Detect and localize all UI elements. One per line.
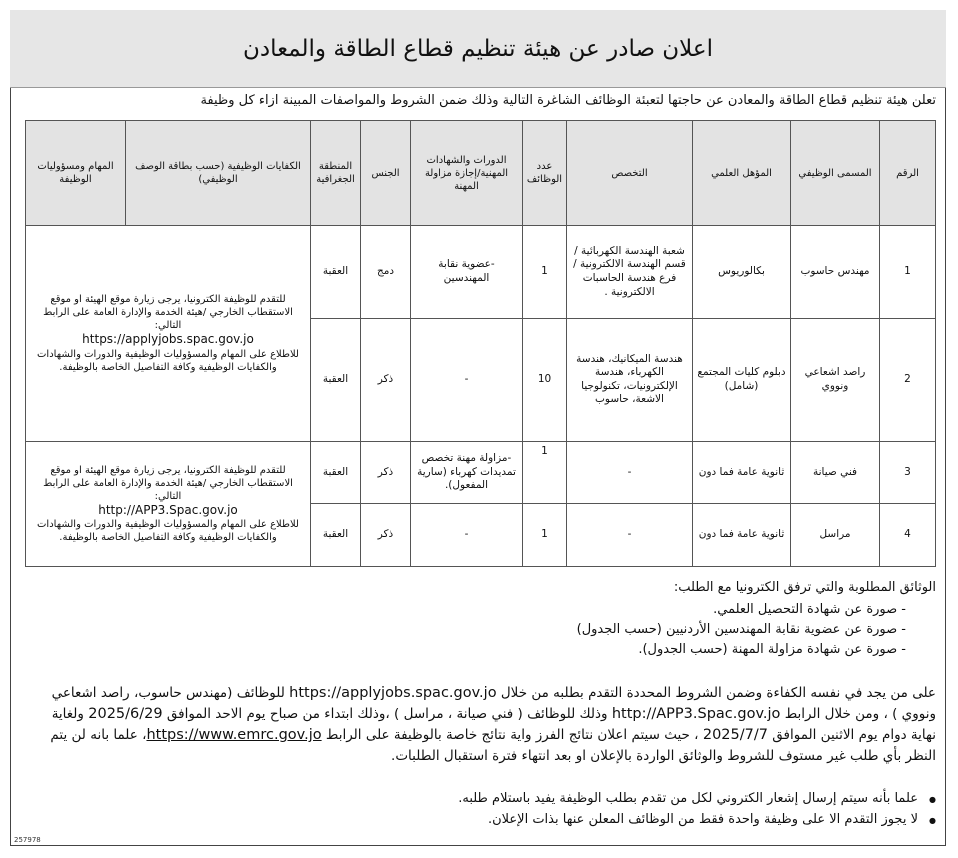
cell-gender: دمج (361, 226, 411, 319)
header-region: المنطقة الجغرافية (311, 121, 361, 226)
cell-courses: - (411, 504, 523, 567)
cell-qual: بكالوريوس (693, 226, 791, 319)
cell-title: مراسل (791, 504, 880, 567)
cell-courses: - (411, 318, 523, 441)
para-text-4: ولغاية نهاية دوام يوم الاثنين الموافق (51, 706, 936, 743)
header-title: المسمى الوظيفي (791, 121, 880, 226)
table-header-row (26, 121, 936, 226)
apply-info-cell (26, 226, 311, 442)
para-text-2: للوظائف (مهندس حاسوب، راصد اشعاعي ونووي ) ، ومن خلال الرابط (51, 685, 936, 722)
application-paragraph (24, 683, 936, 767)
cell-title: مهندس حاسوب (791, 226, 880, 319)
cell-num: 2 (880, 318, 936, 441)
apply-info-cell (26, 441, 311, 566)
apply-link-spac[interactable]: https://applyjobs.spac.gov.jo (82, 332, 254, 347)
documents-heading: الوثائق المطلوبة والتي ترفق الكترونيا مع الطلب: (673, 580, 936, 595)
cell-count: 10 (523, 318, 567, 441)
cell-count: 1 (523, 226, 567, 319)
list-item: - صورة عن شهادة التحصيل العلمي. (26, 600, 906, 620)
cell-qual: ثانوية عامة فما دون (693, 441, 791, 504)
apply-info-details: للاطلاع على المهام والمسؤوليات الوظيفية والدورات والشهادات والكفايات الوظيفية وكافة التفاصيل الخاصة بالوظيفة. (37, 348, 299, 373)
cell-num: 4 (880, 504, 936, 567)
cell-num: 1 (880, 226, 936, 319)
intro-text: تعلن هيئة تنظيم قطاع الطاقة والمعادن عن حاجتها لتعبئة الوظائف الشاغرة التالية وذلك ضمن الشروط والمواصفات المبينة ازاء كل وظيفة (200, 93, 936, 108)
cell-courses: -مزاولة مهنة تخصص تمديدات كهرباء (سارية المفعول). (411, 441, 523, 504)
header-num: الرقم (880, 121, 936, 226)
cell-region: العقبة (311, 504, 361, 567)
cell-num: 3 (880, 441, 936, 504)
cell-title: راصد اشعاعي ونووي (791, 318, 880, 441)
para-text-6: ، علما بانه لن يتم النظر بأي طلب غير مستوف للشروط والوثائق الواردة بالإعلان او بعد انتهاء فترة استقبال الطلبات. (50, 727, 936, 764)
list-item: ● لا يجوز التقدم الا على وظيفة واحدة فقط من الوظائف المعلن عنها بذات الإعلان. (24, 809, 918, 830)
para-link-app3[interactable]: http://APP3.Spac.gov.jo (611, 706, 781, 722)
cell-count: 1 (523, 504, 567, 567)
cell-region: العقبة (311, 318, 361, 441)
cell-spec: هندسة الميكانيك، هندسة الكهرباء، هندسة الإلكترونيات، تكنولوجيا الاشعة، حاسوب (567, 318, 693, 441)
cell-gender: ذكر (361, 441, 411, 504)
notes-section (24, 788, 936, 830)
header-spec: التخصص (567, 121, 693, 226)
apply-info-text: للتقدم للوظيفة الكترونيا، يرجى زيارة موقع الهيئة او موقع الاستقطاب الخارجي /هيئة الخدمة والإدارة العامة على الرابط التالي: (43, 294, 293, 332)
header-count: عدد الوظائف (523, 121, 567, 226)
apply-info-details: للاطلاع على المهام والمسؤوليات الوظيفية والدورات والشهادات والكفايات الوظيفية وكافة التفاصيل الخاصة بالوظيفة. (37, 519, 299, 544)
header-qual: المؤهل العلمي (693, 121, 791, 226)
cell-gender: ذكر (361, 504, 411, 567)
header-competencies: الكفايات الوظيفية (حسب بطاقة الوصف الوظيفي) (126, 121, 311, 226)
notes-list (24, 788, 936, 830)
cell-spec: - (567, 504, 693, 567)
cell-gender: ذكر (361, 318, 411, 441)
required-documents (26, 578, 936, 660)
cell-count: 1 (523, 441, 567, 504)
cell-qual: ثانوية عامة فما دون (693, 504, 791, 567)
header-courses: الدورات والشهادات المهنية/إجازة مزاولة المهنة (411, 121, 523, 226)
list-item: - صورة عن عضوية نقابة المهندسين الأردنيين (حسب الجدول) (26, 620, 906, 640)
cell-courses: -عضوية نقابة المهندسين (411, 226, 523, 319)
table-row (26, 226, 936, 319)
para-text-5: ، حيث سيتم اعلان نتائج الفرز واية نتائج خاصة بالوظيفة على الرابط (325, 727, 699, 743)
cell-spec: - (567, 441, 693, 504)
apply-link-app3[interactable]: http://APP3.Spac.gov.jo (98, 502, 238, 517)
announcement-title-box (10, 10, 946, 88)
para-start-date: 2025/6/29 (88, 706, 163, 722)
para-link-emrc[interactable]: https://www.emrc.gov.jo (146, 727, 322, 743)
para-link-applyjobs[interactable]: https://applyjobs.spac.gov.jo (289, 685, 497, 701)
cell-region: العقبة (311, 441, 361, 504)
list-item: - صورة عن شهادة مزاولة المهنة (حسب الجدول). (26, 640, 906, 660)
jobs-table (25, 120, 936, 567)
para-end-date: 2025/7/7 (702, 727, 768, 743)
reference-number: 257978 (14, 836, 41, 844)
para-text-3: وذلك للوظائف ( فني صيانة ، مراسل ) ،وذلك ابتداء من صباح يوم الاحد الموافق (166, 706, 608, 722)
para-text-1: على من يجد في نفسه الكفاءة وضمن الشروط المحددة التقدم بطلبه من خلال (500, 685, 936, 701)
table-row (26, 441, 936, 504)
documents-list (26, 600, 936, 660)
cell-spec: شعبة الهندسة الكهربائية /قسم الهندسة الالكترونية / فرع هندسة الحاسبات الالكترونية . (567, 226, 693, 319)
header-gender: الجنس (361, 121, 411, 226)
cell-title: فني صيانة (791, 441, 880, 504)
cell-qual: دبلوم كليات المجتمع (شامل) (693, 318, 791, 441)
apply-info-text: للتقدم للوظيفة الكترونيا، يرجى زيارة موقع الهيئة او موقع الاستقطاب الخارجي /هيئة الخدمة والإدارة العامة على الرابط التالي: (43, 464, 293, 502)
list-item: ● علما بأنه سيتم إرسال إشعار الكتروني لكل من تقدم بطلب الوظيفة يفيد باستلام طلبه. (24, 788, 918, 809)
cell-region: العقبة (311, 226, 361, 319)
announcement-title: اعلان صادر عن هيئة تنظيم قطاع الطاقة والمعادن (242, 35, 714, 62)
header-tasks: المهام ومسؤوليات الوظيفة (26, 121, 126, 226)
